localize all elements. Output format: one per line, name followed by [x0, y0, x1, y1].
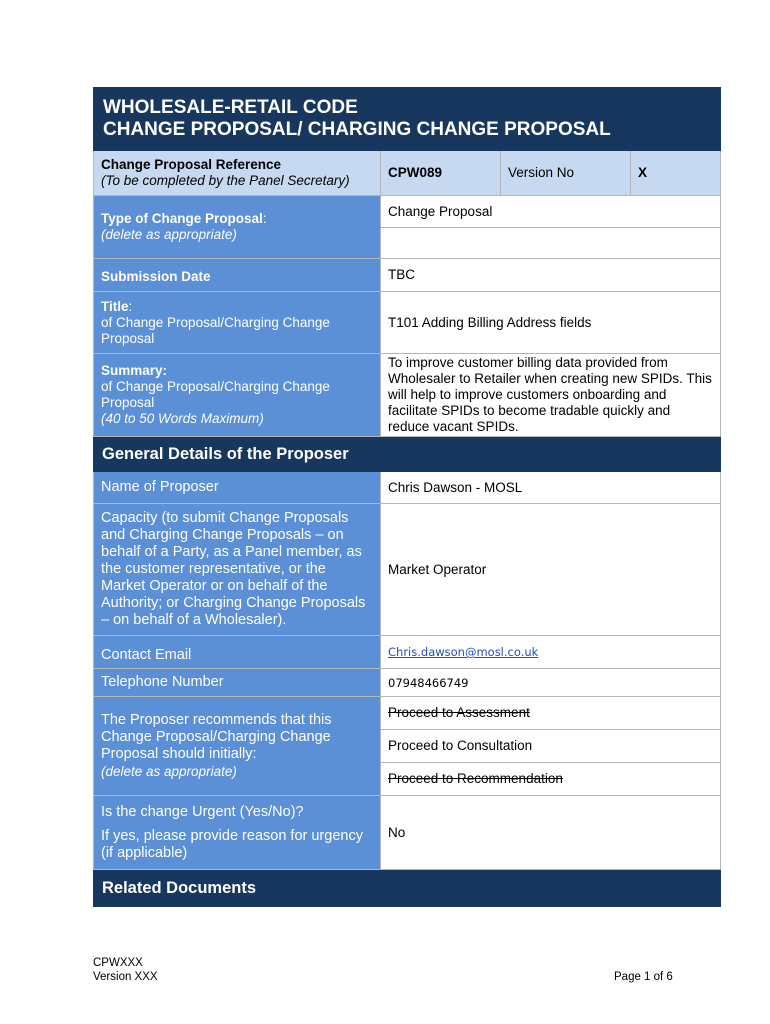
email-row [94, 636, 721, 669]
name-label: Name of Proposer [94, 472, 381, 504]
summary-note: (40 to 50 Words Maximum) [101, 411, 264, 426]
reference-value[interactable]: CPW089 [381, 151, 501, 196]
reference-label: Change Proposal Reference [101, 157, 282, 172]
reference-note: (To be completed by the Panel Secretary) [101, 173, 350, 188]
submission-label: Submission Date [101, 269, 211, 284]
urgent-label: Is the change Urgent (Yes/No)? [101, 803, 304, 820]
phone-cell [381, 669, 721, 697]
name-value[interactable]: Chris Dawson - MOSL [381, 472, 721, 504]
summary-label: Summary: [101, 363, 168, 378]
type-value-1[interactable]: Change Proposal [381, 196, 721, 228]
type-label-cell [94, 196, 381, 259]
document-title [94, 88, 721, 151]
footer-left [93, 956, 158, 984]
recommend-note: (delete as appropriate) [101, 764, 237, 779]
footer-code: CPWXXX [93, 957, 143, 969]
option-proceed-to-recommendation[interactable]: Proceed to Recommendation [388, 771, 563, 786]
capacity-row [94, 504, 721, 636]
email-link[interactable]: Chris.dawson@mosl.co.uk [388, 645, 539, 659]
footer-version: Version XXX [93, 971, 158, 983]
title-line-1: WHOLESALE-RETAIL CODE [103, 97, 358, 118]
form-table [93, 87, 721, 907]
title-line-2: CHANGE PROPOSAL/ CHARGING CHANGE PROPOSAL [103, 119, 611, 140]
urgent-value[interactable]: No [381, 796, 721, 870]
submission-label-cell [94, 259, 381, 292]
email-cell [381, 636, 721, 669]
related-heading: Related Documents [94, 870, 721, 907]
reference-label-cell [94, 151, 381, 196]
email-label: Contact Email [94, 636, 381, 669]
general-heading: General Details of the Proposer [94, 437, 721, 472]
option-3-cell [381, 763, 721, 796]
summary-value[interactable]: To improve customer billing data provided from Wholesaler to Retailer when creating new SPIDs. This will help to improve customers onboarding and facilitate SPIDs to become tradable quickly and reduce vacant SPIDs. [381, 354, 721, 437]
recommend-label-cell [94, 697, 381, 796]
title-label-cell [94, 292, 381, 354]
type-note: (delete as appropriate) [101, 227, 237, 242]
phone-label: Telephone Number [94, 669, 381, 697]
urgent-row [94, 796, 721, 870]
title-field-colon: : [128, 298, 133, 314]
urgent-label-cell [94, 796, 381, 870]
summary-sub: of Change Proposal/Charging Change Proposal [101, 379, 330, 410]
type-label: Type of Change Proposal [101, 211, 263, 226]
change-proposal-form [93, 87, 720, 907]
title-row [94, 88, 721, 151]
title-field-label: Title [101, 298, 129, 314]
urgent-sub: If yes, please provide reason for urgency (if applicable) [101, 827, 363, 861]
page-number: Page 1 of 6 [614, 971, 673, 983]
title-field-value[interactable]: T101 Adding Billing Address fields [381, 292, 721, 354]
option-2-cell [381, 730, 721, 763]
option-proceed-to-assessment[interactable]: Proceed to Assessment [388, 705, 530, 720]
recommend-row-1 [94, 697, 721, 730]
version-label: Version No [501, 151, 631, 196]
phone-row [94, 669, 721, 697]
submission-row [94, 259, 721, 292]
recommend-label: The Proposer recommends that this Change Proposal/Charging Change Proposal should initially: [101, 712, 332, 762]
related-heading-row [94, 870, 721, 907]
title-field-sub: of Change Proposal/Charging Change Proposal [101, 314, 330, 346]
submission-value[interactable]: TBC [381, 259, 721, 292]
capacity-label: Capacity (to submit Change Proposals and Charging Change Proposals – on behalf of a Party, as a Panel member, as the customer representative, or the Market Operator or on behalf of the Authority; or Charging Change Proposals – on behalf of a Wholesaler). [94, 504, 381, 636]
title-field-row [94, 292, 721, 354]
type-colon: : [262, 211, 267, 226]
type-value-2[interactable] [381, 228, 721, 259]
capacity-value[interactable]: Market Operator [381, 504, 721, 636]
version-value[interactable]: X [631, 151, 721, 196]
summary-label-cell [94, 354, 381, 437]
name-row [94, 472, 721, 504]
option-1-cell [381, 697, 721, 730]
reference-row [94, 151, 721, 196]
phone-value[interactable]: 07948466749 [388, 675, 469, 690]
summary-row [94, 354, 721, 437]
option-proceed-to-consultation[interactable]: Proceed to Consultation [388, 738, 533, 753]
general-heading-row [94, 437, 721, 472]
type-row-1 [94, 196, 721, 228]
